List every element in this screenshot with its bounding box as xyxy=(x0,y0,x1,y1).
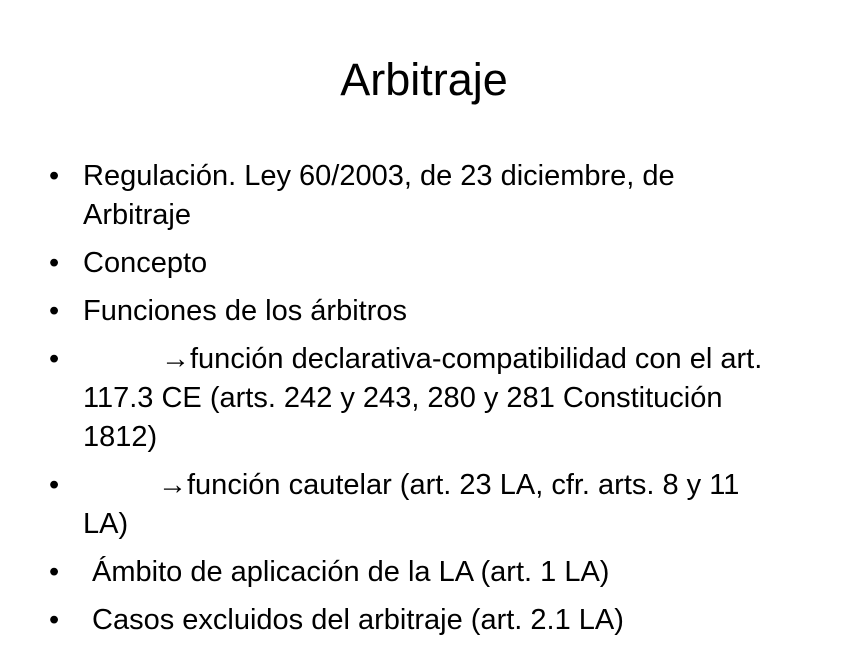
bullet-text: →función cautelar (art. 23 LA, cfr. arts. 8 y 11 LA) xyxy=(83,469,740,540)
bullet-text: →función declarativa-compatibilidad con el art. 117.3 CE (arts. 242 y 243, 280 y 281 Constitución 1812) xyxy=(83,343,763,453)
bullet-icon: • xyxy=(49,604,60,636)
bullet-text: Casos excluidos del arbitraje (art. 2.1 LA) xyxy=(92,604,624,636)
bullet-text: Ámbito de aplicación de la LA (art. 1 LA) xyxy=(92,556,610,588)
list-item xyxy=(0,157,848,235)
bullet-icon: • xyxy=(49,343,60,375)
bullet-icon: • xyxy=(49,247,60,279)
list-item xyxy=(0,553,848,592)
list-item xyxy=(0,466,848,544)
bullet-list xyxy=(0,157,848,649)
list-item xyxy=(0,244,848,283)
list-item xyxy=(0,340,848,457)
bullet-text: Funciones de los árbitros xyxy=(83,295,407,327)
bullet-icon: • xyxy=(49,295,60,327)
slide-title: Arbitraje xyxy=(340,54,508,105)
bullet-icon: • xyxy=(49,160,60,192)
bullet-icon: • xyxy=(49,556,60,588)
bullet-text: Regulación. Ley 60/2003, de 23 diciembre, de Arbitraje xyxy=(83,160,675,231)
bullet-icon: • xyxy=(49,469,60,501)
bullet-text: Concepto xyxy=(83,247,208,279)
list-item xyxy=(0,292,848,331)
list-item xyxy=(0,601,848,640)
